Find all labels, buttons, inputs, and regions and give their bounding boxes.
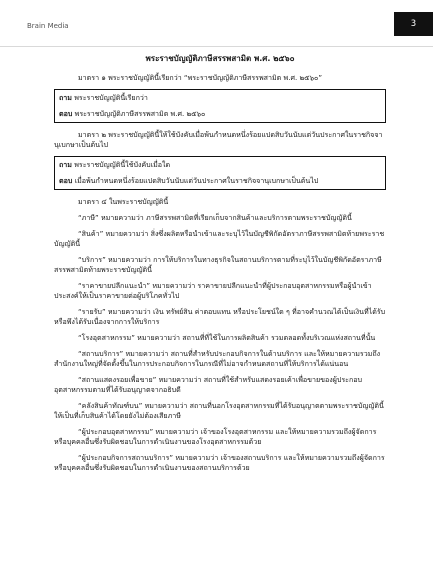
question-label: ถาม (59, 160, 72, 169)
definition-paragraph: “สถานบริการ” หมายความว่า สถานที่สำหรับประกอบกิจการในด้านบริการ และให้หมายความรวมถึงสำนักงานใหญ่ที่จัดตั้งขึ้นในการประกอบกิจการในกรณีที่ไม่อาจกำหนดสถานที่ให้บริการได้แน่นอน (54, 349, 381, 368)
section-1-paragraph: มาตรา ๑ พระราชบัญญัตินี้เรียกว่า “พระราชบัญญัติภาษีสรรพสามิต พ.ศ. ๒๕๖๐” (78, 73, 323, 82)
answer-label: ตอบ (59, 176, 73, 185)
qa-box-1 (54, 89, 386, 123)
answer-label: ตอบ (59, 109, 73, 118)
answer-text: พระราชบัญญัติภาษีสรรพสามิต พ.ศ. ๒๕๖๐ (74, 109, 206, 118)
section-4-intro: มาตรา ๔ ในพระราชบัญญัตินี้ (78, 197, 169, 206)
definition-paragraph: “ภาษี” หมายความว่า ภาษีสรรพสามิตที่เรียกเก็บจากสินค้าและบริการตามพระราชบัญญัตินี้ (78, 213, 352, 222)
page-number-badge: 3 (394, 12, 433, 36)
definition-paragraph: “คลังสินค้าทัณฑ์บน” หมายความว่า สถานที่นอกโรงอุตสาหกรรมที่ได้รับอนุญาตตามพระราชบัญญัตินี้ให้เป็นที่เก็บสินค้าได้โดยยังไม่ต้องเสียภาษี (54, 401, 384, 420)
definition-paragraph: “โรงอุตสาหกรรม” หมายความว่า สถานที่ที่ใช้ในการผลิตสินค้า รวมตลอดทั้งบริเวณแห่งสถานที่นั้น (78, 333, 376, 342)
definition-paragraph: “รายรับ” หมายความว่า เงิน ทรัพย์สิน ค่าตอบแทน หรือประโยชน์ใด ๆ ที่อาจคำนวณได้เป็นเงินที่ได้รับหรือพึงได้รับเนื่องจากการให้บริการ (54, 307, 386, 326)
definition-paragraph: “ผู้ประกอบกิจการสถานบริการ” หมายความว่า เจ้าของสถานบริการ และให้หมายความรวมถึงผู้จัดการหรือบุคคลอื่นซึ่งรับผิดชอบในการดำเนินงานของสถานบริการด้วย (54, 453, 385, 472)
page-header (0, 0, 433, 47)
question-text: พระราชบัญญัตินี้เรียกว่า (74, 93, 148, 102)
definition-paragraph: “ผู้ประกอบอุตสาหกรรม” หมายความว่า เจ้าของโรงอุตสาหกรรม และให้หมายความรวมถึงผู้จัดการหรือบุคคลอื่นซึ่งรับผิดชอบในการดำเนินงานของโรงอุตสาหกรรมด้วย (54, 427, 377, 446)
qa-box-2 (54, 156, 386, 190)
definition-paragraph: “บริการ” หมายความว่า การให้บริการในทางธุรกิจในสถานบริการตามที่ระบุไว้ในบัญชีพิกัดอัตราภาษีสรรพสามิตท้ายพระราชบัญญัตินี้ (54, 255, 382, 274)
brand-label: Brain Media (27, 22, 69, 30)
qa-answer (59, 109, 381, 119)
answer-text: เมื่อพ้นกำหนดหนึ่งร้อยแปดสิบวันนับแต่วันประกาศในราชกิจจานุเบกษาเป็นต้นไป (74, 176, 319, 185)
section-2-paragraph: มาตรา ๒ พระราชบัญญัตินี้ให้ใช้บังคับเมื่อพ้นกำหนดหนึ่งร้อยแปดสิบวันนับแต่วันประกาศในราชกิจจานุเบกษาเป็นต้นไป (54, 130, 383, 149)
document-title: พระราชบัญญัติภาษีสรรพสามิต พ.ศ. ๒๕๖๐ (145, 54, 295, 63)
document-body (54, 54, 386, 479)
definition-paragraph: “สถานแสดงรอยเพื่อขาย” หมายความว่า สถานที่ใช้สำหรับแสดงรอยเค้าเพื่อขายของผู้ประกอบอุตสาหกรรมตามที่ได้รับอนุญาตจากอธิบดี (54, 375, 363, 394)
definition-paragraph: “สินค้า” หมายความว่า สิ่งซึ่งผลิตหรือนำเข้าและระบุไว้ในบัญชีพิกัดอัตราภาษีสรรพสามิตท้ายพระราชบัญญัตินี้ (54, 229, 385, 248)
qa-question (59, 93, 381, 103)
definition-paragraph: “ราคาขายปลีกแนะนำ” หมายความว่า ราคาขายปลีกแนะนำที่ผู้ประกอบอุตสาหกรรมหรือผู้นำเข้าประสงค์ให้เป็นราคาขายต่อผู้บริโภคทั่วไป (54, 281, 372, 300)
question-label: ถาม (59, 93, 72, 102)
qa-answer (59, 176, 381, 186)
qa-question (59, 160, 381, 170)
question-text: พระราชบัญญัตินี้ใช้บังคับเมื่อใด (74, 160, 171, 169)
